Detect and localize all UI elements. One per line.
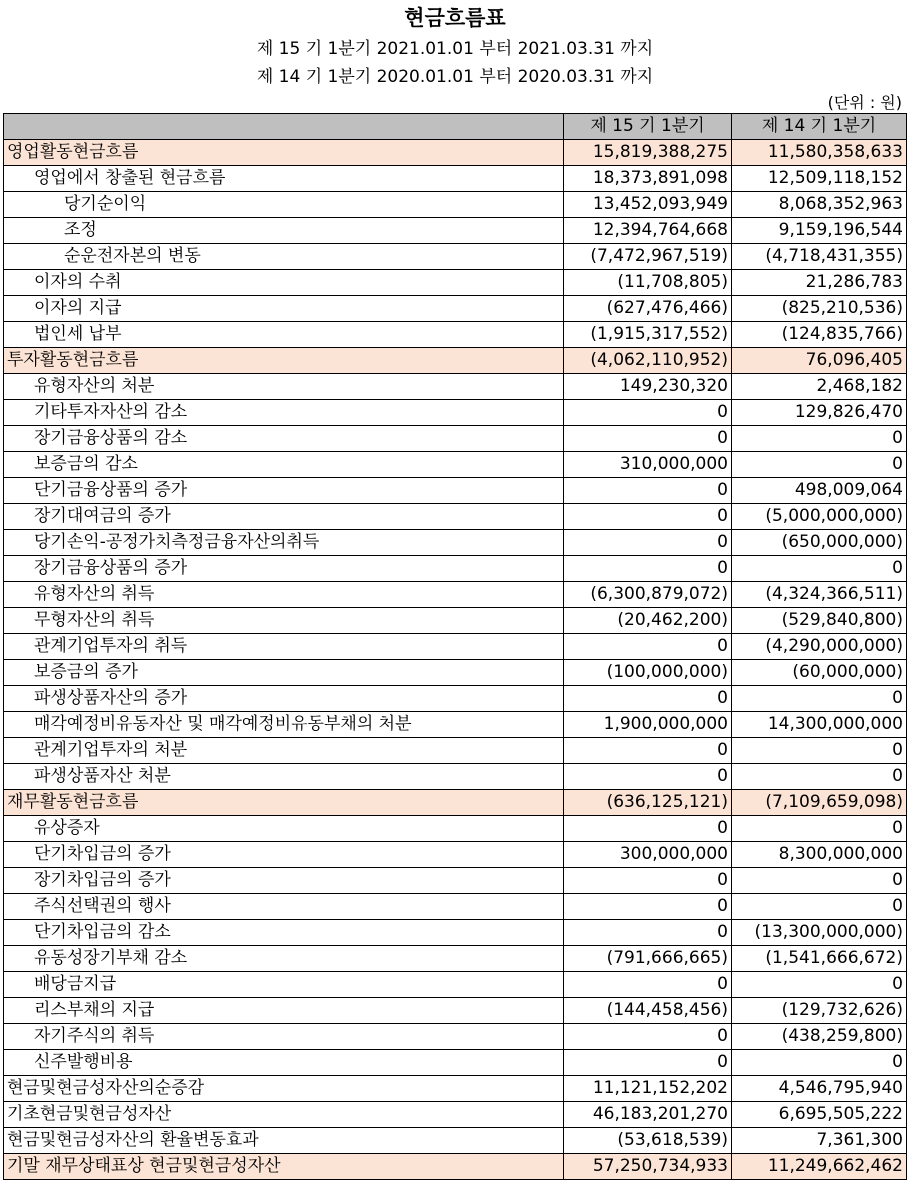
statement-header bbox=[0, 0, 910, 112]
row-label: 자기주식의 취득 bbox=[4, 1024, 564, 1050]
value-current-period: 0 bbox=[564, 530, 732, 556]
table-row bbox=[4, 1102, 907, 1128]
row-label: 장기금융상품의 증가 bbox=[4, 556, 564, 582]
row-label: 유형자산의 처분 bbox=[4, 374, 564, 400]
value-prior-period: (825,210,536) bbox=[732, 296, 907, 322]
value-current-period: 46,183,201,270 bbox=[564, 1102, 732, 1128]
value-prior-period: 8,068,352,963 bbox=[732, 192, 907, 218]
value-current-period: 149,230,320 bbox=[564, 374, 732, 400]
value-prior-period: 6,695,505,222 bbox=[732, 1102, 907, 1128]
table-row bbox=[4, 426, 907, 452]
value-current-period: 0 bbox=[564, 764, 732, 790]
value-current-period: (4,062,110,952) bbox=[564, 348, 732, 374]
value-prior-period: (5,000,000,000) bbox=[732, 504, 907, 530]
value-prior-period: 0 bbox=[732, 972, 907, 998]
row-label: 투자활동현금흐름 bbox=[4, 348, 564, 374]
row-label: 단기금융상품의 증가 bbox=[4, 478, 564, 504]
value-current-period: 0 bbox=[564, 478, 732, 504]
value-current-period: 13,452,093,949 bbox=[564, 192, 732, 218]
table-row bbox=[4, 764, 907, 790]
row-label: 기말 재무상태표상 현금및현금성자산 bbox=[4, 1154, 564, 1180]
row-label: 이자의 지급 bbox=[4, 296, 564, 322]
value-current-period: 0 bbox=[564, 738, 732, 764]
row-label: 관계기업투자의 처분 bbox=[4, 738, 564, 764]
row-label: 무형자산의 취득 bbox=[4, 608, 564, 634]
row-label: 현금및현금성자산의 환율변동효과 bbox=[4, 1128, 564, 1154]
row-label: 장기대여금의 증가 bbox=[4, 504, 564, 530]
unit-label: (단위 : 원) bbox=[827, 93, 902, 112]
row-label: 기타투자자산의 감소 bbox=[4, 400, 564, 426]
value-prior-period: 4,546,795,940 bbox=[732, 1076, 907, 1102]
value-prior-period: 0 bbox=[732, 894, 907, 920]
table-row bbox=[4, 1076, 907, 1102]
table-row bbox=[4, 530, 907, 556]
value-prior-period: 0 bbox=[732, 868, 907, 894]
value-current-period: 300,000,000 bbox=[564, 842, 732, 868]
table-row bbox=[4, 920, 907, 946]
table-row bbox=[4, 452, 907, 478]
value-prior-period: 129,826,470 bbox=[732, 400, 907, 426]
value-current-period: 0 bbox=[564, 556, 732, 582]
value-current-period: 310,000,000 bbox=[564, 452, 732, 478]
table-row bbox=[4, 608, 907, 634]
period-current: 제 15 기 1분기 2021.01.01 부터 2021.03.31 까지 bbox=[256, 39, 654, 59]
value-current-period: 57,250,734,933 bbox=[564, 1154, 732, 1180]
table-header-row bbox=[4, 114, 907, 140]
value-current-period: 0 bbox=[564, 1024, 732, 1050]
row-label: 법인세 납부 bbox=[4, 322, 564, 348]
row-label: 영업에서 창출된 현금흐름 bbox=[4, 166, 564, 192]
value-prior-period: 11,580,358,633 bbox=[732, 140, 907, 166]
table-row bbox=[4, 1154, 907, 1180]
value-prior-period: (4,718,431,355) bbox=[732, 244, 907, 270]
value-current-period: (53,618,539) bbox=[564, 1128, 732, 1154]
value-current-period: 11,121,152,202 bbox=[564, 1076, 732, 1102]
row-label: 매각예정비유동자산 및 매각예정비유동부채의 처분 bbox=[4, 712, 564, 738]
value-prior-period: (7,109,659,098) bbox=[732, 790, 907, 816]
table-row bbox=[4, 140, 907, 166]
value-current-period: 0 bbox=[564, 868, 732, 894]
value-prior-period: 8,300,000,000 bbox=[732, 842, 907, 868]
table-row bbox=[4, 972, 907, 998]
table-row bbox=[4, 1050, 907, 1076]
value-current-period: (6,300,879,072) bbox=[564, 582, 732, 608]
value-prior-period: 11,249,662,462 bbox=[732, 1154, 907, 1180]
table-row bbox=[4, 400, 907, 426]
value-prior-period: 76,096,405 bbox=[732, 348, 907, 374]
table-row bbox=[4, 634, 907, 660]
table-row bbox=[4, 894, 907, 920]
value-prior-period: 12,509,118,152 bbox=[732, 166, 907, 192]
value-current-period: (627,476,466) bbox=[564, 296, 732, 322]
row-label: 단기차입금의 감소 bbox=[4, 920, 564, 946]
table-row bbox=[4, 348, 907, 374]
value-prior-period: 0 bbox=[732, 556, 907, 582]
value-prior-period: (124,835,766) bbox=[732, 322, 907, 348]
table-row bbox=[4, 582, 907, 608]
row-label: 배당금지급 bbox=[4, 972, 564, 998]
row-label: 현금및현금성자산의순증감 bbox=[4, 1076, 564, 1102]
value-current-period: 15,819,388,275 bbox=[564, 140, 732, 166]
value-prior-period: 9,159,196,544 bbox=[732, 218, 907, 244]
row-label: 보증금의 감소 bbox=[4, 452, 564, 478]
value-current-period: 12,394,764,668 bbox=[564, 218, 732, 244]
table-row bbox=[4, 842, 907, 868]
header-prior-period: 제 14 기 1분기 bbox=[732, 114, 907, 140]
table-row bbox=[4, 686, 907, 712]
table-row bbox=[4, 478, 907, 504]
table-row bbox=[4, 816, 907, 842]
value-prior-period: 0 bbox=[732, 738, 907, 764]
row-label: 순운전자본의 변동 bbox=[4, 244, 564, 270]
table-row bbox=[4, 998, 907, 1024]
row-label: 이자의 수취 bbox=[4, 270, 564, 296]
row-label: 유형자산의 취득 bbox=[4, 582, 564, 608]
value-prior-period: 0 bbox=[732, 686, 907, 712]
table-row bbox=[4, 712, 907, 738]
value-prior-period: 7,361,300 bbox=[732, 1128, 907, 1154]
period-prior: 제 14 기 1분기 2020.01.01 부터 2020.03.31 까지 bbox=[256, 67, 654, 87]
value-prior-period: (129,732,626) bbox=[732, 998, 907, 1024]
table-row bbox=[4, 868, 907, 894]
value-current-period: 0 bbox=[564, 972, 732, 998]
row-label: 기초현금및현금성자산 bbox=[4, 1102, 564, 1128]
value-current-period: (11,708,805) bbox=[564, 270, 732, 296]
value-current-period: (100,000,000) bbox=[564, 660, 732, 686]
row-label: 장기차입금의 증가 bbox=[4, 868, 564, 894]
value-prior-period: 0 bbox=[732, 764, 907, 790]
table-row bbox=[4, 192, 907, 218]
table-row bbox=[4, 946, 907, 972]
header-label-cell bbox=[4, 114, 564, 140]
value-current-period: (1,915,317,552) bbox=[564, 322, 732, 348]
value-current-period: 0 bbox=[564, 686, 732, 712]
value-prior-period: (1,541,666,672) bbox=[732, 946, 907, 972]
row-label: 리스부채의 지급 bbox=[4, 998, 564, 1024]
row-label: 파생상품자산 처분 bbox=[4, 764, 564, 790]
row-label: 보증금의 증가 bbox=[4, 660, 564, 686]
value-current-period: 0 bbox=[564, 920, 732, 946]
value-current-period: 0 bbox=[564, 634, 732, 660]
value-current-period: 0 bbox=[564, 894, 732, 920]
table-row bbox=[4, 374, 907, 400]
value-current-period: (791,666,665) bbox=[564, 946, 732, 972]
value-current-period: (20,462,200) bbox=[564, 608, 732, 634]
table-row bbox=[4, 790, 907, 816]
value-current-period: 0 bbox=[564, 400, 732, 426]
table-row bbox=[4, 504, 907, 530]
header-current-period: 제 15 기 1분기 bbox=[564, 114, 732, 140]
value-current-period: 1,900,000,000 bbox=[564, 712, 732, 738]
value-current-period: 0 bbox=[564, 1050, 732, 1076]
value-current-period: (636,125,121) bbox=[564, 790, 732, 816]
value-current-period: 0 bbox=[564, 816, 732, 842]
row-label: 주식선택권의 행사 bbox=[4, 894, 564, 920]
row-label: 신주발행비용 bbox=[4, 1050, 564, 1076]
value-current-period: (144,458,456) bbox=[564, 998, 732, 1024]
value-prior-period: 2,468,182 bbox=[732, 374, 907, 400]
cash-flow-table bbox=[3, 113, 907, 1180]
value-prior-period: 498,009,064 bbox=[732, 478, 907, 504]
value-prior-period: 0 bbox=[732, 426, 907, 452]
table-row bbox=[4, 322, 907, 348]
table-row bbox=[4, 556, 907, 582]
value-prior-period: (650,000,000) bbox=[732, 530, 907, 556]
value-prior-period: (13,300,000,000) bbox=[732, 920, 907, 946]
table-row bbox=[4, 1128, 907, 1154]
value-prior-period: (4,324,366,511) bbox=[732, 582, 907, 608]
value-prior-period: 21,286,783 bbox=[732, 270, 907, 296]
value-current-period: 0 bbox=[564, 504, 732, 530]
table-row bbox=[4, 270, 907, 296]
row-label: 관계기업투자의 취득 bbox=[4, 634, 564, 660]
table-row bbox=[4, 660, 907, 686]
value-prior-period: (529,840,800) bbox=[732, 608, 907, 634]
value-prior-period: 0 bbox=[732, 1050, 907, 1076]
value-prior-period: 0 bbox=[732, 452, 907, 478]
table-row bbox=[4, 738, 907, 764]
value-prior-period: 0 bbox=[732, 816, 907, 842]
value-prior-period: (60,000,000) bbox=[732, 660, 907, 686]
value-prior-period: 14,300,000,000 bbox=[732, 712, 907, 738]
statement-title: 현금흐름표 bbox=[404, 6, 506, 30]
row-label: 재무활동현금흐름 bbox=[4, 790, 564, 816]
value-current-period: 18,373,891,098 bbox=[564, 166, 732, 192]
row-label: 유동성장기부채 감소 bbox=[4, 946, 564, 972]
value-current-period: (7,472,967,519) bbox=[564, 244, 732, 270]
value-prior-period: (438,259,800) bbox=[732, 1024, 907, 1050]
row-label: 단기차입금의 증가 bbox=[4, 842, 564, 868]
table-row bbox=[4, 218, 907, 244]
table-row bbox=[4, 166, 907, 192]
row-label: 파생상품자산의 증가 bbox=[4, 686, 564, 712]
table-row bbox=[4, 244, 907, 270]
row-label: 당기순이익 bbox=[4, 192, 564, 218]
value-current-period: 0 bbox=[564, 426, 732, 452]
value-prior-period: (4,290,000,000) bbox=[732, 634, 907, 660]
row-label: 유상증자 bbox=[4, 816, 564, 842]
table-row bbox=[4, 296, 907, 322]
row-label: 장기금융상품의 감소 bbox=[4, 426, 564, 452]
row-label: 조정 bbox=[4, 218, 564, 244]
table-row bbox=[4, 1024, 907, 1050]
row-label: 당기손익-공정가치측정금융자산의취득 bbox=[4, 530, 564, 556]
row-label: 영업활동현금흐름 bbox=[4, 140, 564, 166]
